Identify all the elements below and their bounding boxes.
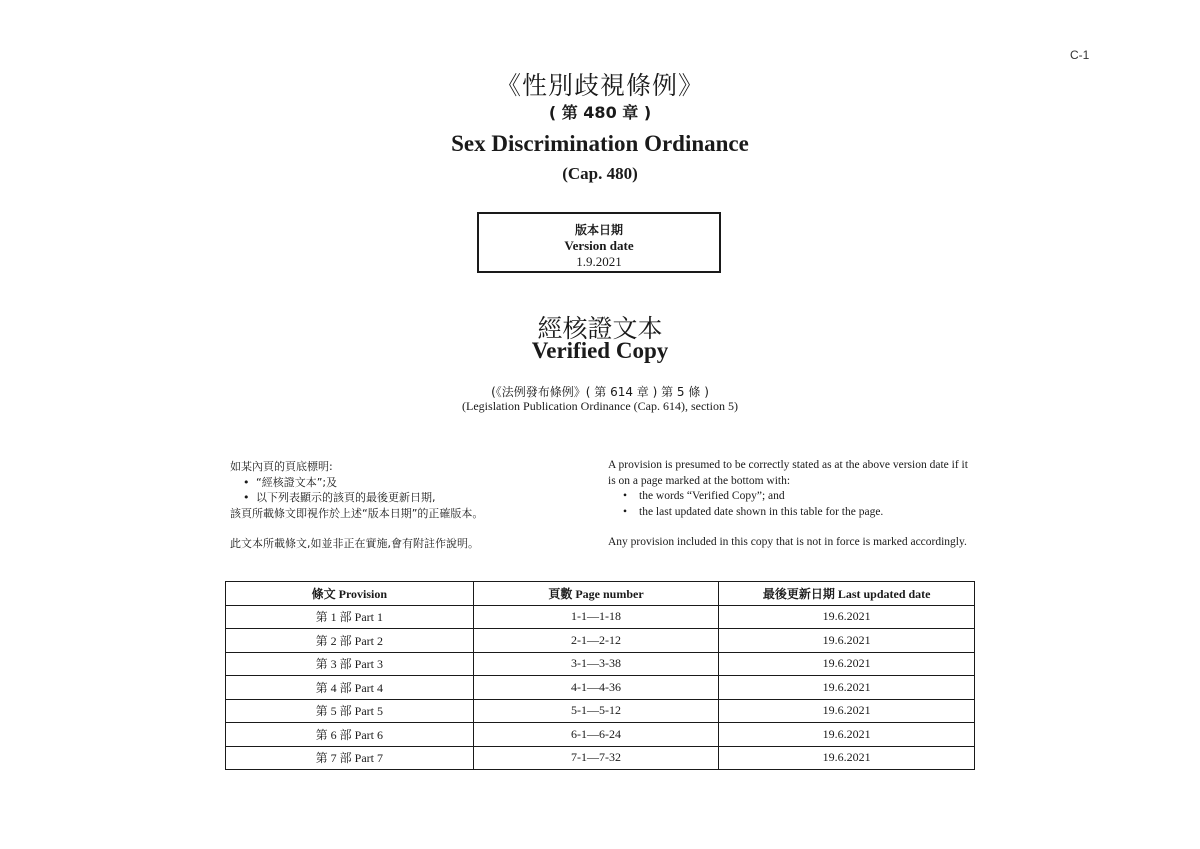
chinese-title: 《性別歧視條例》 bbox=[495, 71, 704, 100]
header-last-updated: 最後更新日期 Last updated date bbox=[719, 582, 975, 606]
legislation-reference-en: (Legislation Publication Ordinance (Cap. 614), section 5) bbox=[462, 399, 738, 413]
cell-provision: 第 6 部 Part 6 bbox=[226, 723, 474, 747]
cell-last-updated: 19.6.2021 bbox=[719, 629, 975, 653]
cell-last-updated: 19.6.2021 bbox=[719, 746, 975, 770]
notes-zh-conclusion: 該頁所載條文即視作於上述“版本日期”的正確版本。 bbox=[230, 506, 484, 520]
header-page-number: 頁數 Page number bbox=[473, 582, 719, 606]
version-date-value: 1.9.2021 bbox=[576, 254, 622, 269]
cell-provision: 第 7 部 Part 7 bbox=[226, 746, 474, 770]
english-chapter: (Cap. 480) bbox=[562, 164, 638, 183]
verified-copy-zh: 經核證文本 bbox=[537, 314, 663, 343]
notes-zh-bullet: • “經核證文本”;及 bbox=[256, 475, 570, 491]
cell-provision: 第 3 部 Part 3 bbox=[226, 652, 474, 676]
notes-zh-bullet: • 以下列表顯示的該頁的最後更新日期, bbox=[256, 490, 570, 506]
provision-table bbox=[225, 581, 975, 770]
cell-last-updated: 19.6.2021 bbox=[719, 699, 975, 723]
cell-page-number: 1-1—1-18 bbox=[473, 605, 719, 629]
cell-provision: 第 5 部 Part 5 bbox=[226, 699, 474, 723]
version-date-zh-label: 版本日期 bbox=[574, 223, 623, 237]
english-title: Sex Discrimination Ordinance bbox=[451, 131, 749, 156]
notes-zh-bullets bbox=[230, 475, 570, 506]
notes-en-not-in-force: Any provision included in this copy that is not in force is marked accordingly. bbox=[608, 536, 967, 548]
notes-zh-intro: 如某內頁的頁底標明: bbox=[230, 460, 333, 473]
cell-page-number: 4-1—4-36 bbox=[473, 676, 719, 700]
cell-provision: 第 2 部 Part 2 bbox=[226, 629, 474, 653]
table-row bbox=[226, 676, 975, 700]
cell-last-updated: 19.6.2021 bbox=[719, 652, 975, 676]
cell-last-updated: 19.6.2021 bbox=[719, 676, 975, 700]
cell-page-number: 7-1—7-32 bbox=[473, 746, 719, 770]
table-row bbox=[226, 699, 975, 723]
notes-en-intro: A provision is presumed to be correctly stated as at the above version date if it is on a page marked at the bottom with: bbox=[608, 459, 968, 487]
cell-page-number: 6-1—6-24 bbox=[473, 723, 719, 747]
verified-copy-en: Verified Copy bbox=[531, 338, 669, 363]
table-header-row bbox=[226, 582, 975, 606]
version-date-en-label: Version date bbox=[564, 238, 634, 253]
notes-english bbox=[608, 458, 968, 551]
table-row bbox=[226, 746, 975, 770]
version-date-box bbox=[477, 212, 721, 273]
table-row bbox=[226, 723, 975, 747]
header-provision: 條文 Provision bbox=[226, 582, 474, 606]
notes-en-bullets bbox=[608, 489, 968, 520]
notes-chinese bbox=[230, 459, 570, 552]
cell-provision: 第 1 部 Part 1 bbox=[226, 605, 474, 629]
table-row bbox=[226, 605, 975, 629]
cell-page-number: 2-1—2-12 bbox=[473, 629, 719, 653]
table-row bbox=[226, 652, 975, 676]
page-number: C-1 bbox=[1070, 48, 1090, 62]
notes-en-bullet: • the last updated date shown in this table for the page. bbox=[639, 505, 968, 521]
cell-page-number: 3-1—3-38 bbox=[473, 652, 719, 676]
notes-zh-not-in-force: 此文本所載條文,如並非正在實施,會有附註作說明。 bbox=[230, 537, 479, 550]
notes-en-bullet: • the words “Verified Copy”; and bbox=[639, 489, 968, 505]
cell-page-number: 5-1—5-12 bbox=[473, 699, 719, 723]
legislation-reference-zh: (《法例發布條例》( 第 614 章 ) 第 5 條 ) bbox=[491, 385, 709, 399]
table-row bbox=[226, 629, 975, 653]
cell-last-updated: 19.6.2021 bbox=[719, 605, 975, 629]
chinese-chapter: ( 第 480 章 ) bbox=[548, 103, 652, 122]
cell-last-updated: 19.6.2021 bbox=[719, 723, 975, 747]
cell-provision: 第 4 部 Part 4 bbox=[226, 676, 474, 700]
